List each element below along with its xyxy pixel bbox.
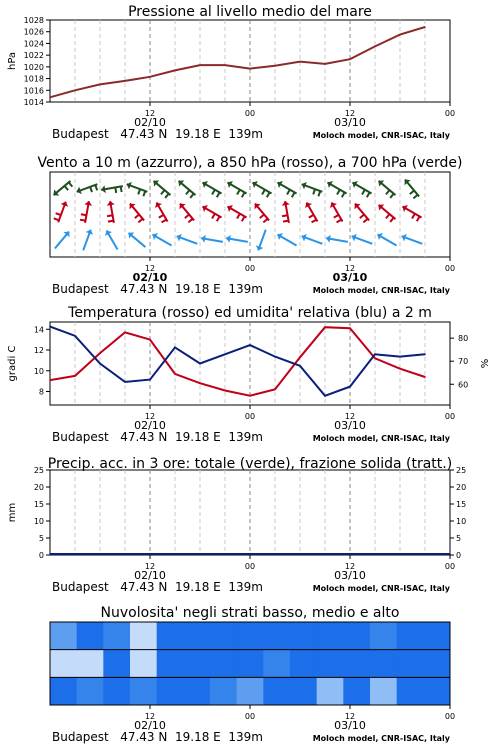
panel-title: Nuvolosita' negli strati basso, medio e alto <box>100 605 400 621</box>
data-point <box>324 63 326 65</box>
data-point <box>399 34 401 36</box>
wind-arrow <box>302 182 323 196</box>
cloud-cell <box>397 650 424 678</box>
data-point <box>349 327 351 329</box>
wind-barb <box>80 220 86 221</box>
wind-arrow <box>201 235 223 243</box>
wind-arrow <box>327 181 346 197</box>
y-tick-label: 1024 <box>23 39 44 49</box>
data-point <box>149 379 151 381</box>
wind-barb <box>121 186 122 192</box>
y-tick-label-right: 20 <box>456 483 467 492</box>
credit-label: Moloch model, CNR-ISAC, Italy <box>312 734 450 743</box>
cloud-cell <box>210 677 237 705</box>
cloud-cell <box>50 650 77 678</box>
y-tick-label: 1026 <box>23 27 44 37</box>
data-point <box>249 344 251 346</box>
cloud-cell <box>370 677 397 705</box>
data-point <box>124 381 126 383</box>
wind-barb <box>390 194 394 198</box>
data-point <box>224 353 226 355</box>
y-tick-label-right: 25 <box>456 466 467 475</box>
wind-arrow <box>282 201 290 223</box>
wind-arrow <box>402 205 421 221</box>
wind-arrow <box>352 181 371 197</box>
panel-1 <box>50 172 455 284</box>
wind-arrow <box>354 204 369 223</box>
cloud-cell <box>423 650 450 678</box>
cloud-cell <box>103 650 130 678</box>
wind-barb <box>162 220 167 223</box>
y-axis-label: mm <box>7 502 18 523</box>
wind-arrow <box>404 180 419 199</box>
wind-barb <box>56 213 61 215</box>
wind-arrow <box>352 234 373 244</box>
y-axis-label: hPa <box>7 51 18 71</box>
data-point <box>274 356 276 358</box>
y-tick-label: 0 <box>38 551 44 560</box>
wind-arrow <box>77 184 98 194</box>
wind-arrow <box>277 181 296 197</box>
y-tick-label: 1028 <box>23 16 44 25</box>
data-point <box>149 339 151 341</box>
wind-barb <box>159 215 164 218</box>
wind-barb <box>138 189 140 194</box>
x-tick-label: 12 <box>144 264 156 273</box>
wind-arrow <box>256 230 266 251</box>
x-tick-label: 12 <box>344 712 356 721</box>
cloud-cell <box>263 622 290 650</box>
wind-barb <box>138 219 142 223</box>
cloud-cell <box>157 650 184 678</box>
cloud-cell <box>397 677 424 705</box>
data-point <box>374 358 376 360</box>
wind-arrow <box>83 230 93 251</box>
x-tick-label: 00 <box>444 264 456 273</box>
x-tick-label: 12 <box>144 712 156 721</box>
y-tick-label: 1022 <box>23 51 44 61</box>
wind-barb <box>313 189 315 194</box>
wind-barb <box>386 214 390 218</box>
date-label: 03/10 <box>334 569 366 582</box>
wind-arrow <box>302 234 323 244</box>
wind-barb <box>237 190 240 195</box>
data-point <box>74 335 76 337</box>
y-tick-label: 1020 <box>23 62 44 72</box>
x-tick-label: 00 <box>244 264 256 273</box>
data-point <box>349 386 351 388</box>
wind-barb <box>54 218 59 220</box>
cloud-cell <box>77 650 104 678</box>
cloud-cell <box>130 650 157 678</box>
wind-arrow <box>101 185 123 193</box>
wind-arrow-head <box>326 235 331 243</box>
y2-axis-label: % <box>480 358 491 369</box>
y-tick-label: 1016 <box>23 86 44 96</box>
x-tick-label: 12 <box>144 412 156 421</box>
panel-4 <box>50 622 455 732</box>
wind-barb <box>413 195 417 199</box>
cloud-cell <box>183 622 210 650</box>
wind-barb <box>237 214 240 219</box>
data-point <box>224 390 226 392</box>
wind-barb <box>95 185 97 190</box>
wind-barb <box>135 215 139 219</box>
data-point <box>299 365 301 367</box>
y-axis-label: gradi C <box>7 345 18 382</box>
cloud-cell <box>263 650 290 678</box>
cloud-cell <box>317 677 344 705</box>
wind-barb <box>417 216 420 221</box>
wind-barb <box>309 215 314 218</box>
wind-barb <box>212 214 215 219</box>
wind-arrow <box>379 204 396 222</box>
cloud-cell <box>77 622 104 650</box>
cloud-cell <box>237 677 264 705</box>
wind-arrow-head <box>201 235 206 243</box>
data-point <box>124 80 126 82</box>
wind-barb <box>263 219 267 223</box>
data-point <box>174 70 176 72</box>
data-point <box>99 84 101 86</box>
wind-barb <box>386 190 390 194</box>
panel-2 <box>7 322 491 432</box>
data-point <box>374 353 376 355</box>
cloud-cell <box>237 650 264 678</box>
date-label: 03/10 <box>332 271 368 284</box>
date-label: 02/10 <box>134 569 166 582</box>
wind-barb <box>242 216 245 221</box>
cloud-cell <box>130 677 157 705</box>
cloud-cell <box>77 677 104 705</box>
wind-barb <box>186 190 190 194</box>
x-tick-label: 00 <box>244 109 256 118</box>
y-tick-label-right: 5 <box>456 534 462 543</box>
cloud-cell <box>210 622 237 650</box>
data-point <box>399 368 401 370</box>
y-tick-label: 25 <box>33 466 44 475</box>
wind-barb <box>318 191 320 196</box>
y2-tick-label: 60 <box>458 380 469 390</box>
data-point <box>99 352 101 354</box>
wind-arrow <box>127 182 148 196</box>
data-point <box>374 46 376 48</box>
wind-arrow <box>129 204 144 223</box>
cloud-cell <box>343 622 370 650</box>
data-point <box>49 326 51 328</box>
y-tick-label-right: 15 <box>456 500 467 509</box>
credit-label: Moloch model, CNR-ISAC, Italy <box>312 131 450 140</box>
wind-arrow <box>252 181 271 197</box>
cloud-cell <box>183 650 210 678</box>
cloud-cell <box>103 677 130 705</box>
wind-arrow-head <box>282 201 290 206</box>
plot-frame <box>50 20 450 102</box>
data-point <box>299 356 301 358</box>
y-tick-label-right: 10 <box>456 517 467 526</box>
wind-barb <box>190 194 194 198</box>
wind-barb <box>334 215 339 218</box>
wind-barb <box>212 190 215 195</box>
wind-barb <box>65 186 69 190</box>
wind-arrow-head <box>107 201 115 206</box>
data-point <box>249 68 251 70</box>
wind-barb <box>362 190 365 195</box>
cloud-cell <box>157 677 184 705</box>
location-label: Budapest 47.43 N 19.18 E 139m <box>52 430 263 444</box>
wind-barb <box>283 221 289 222</box>
wind-arrow <box>155 202 167 222</box>
panel-title: Vento a 10 m (azzurro), a 850 hPa (rosso), a 700 hPa (verde) <box>37 155 463 171</box>
wind-barb <box>188 219 192 223</box>
cloud-cell <box>263 677 290 705</box>
wind-arrow <box>152 233 171 245</box>
cloud-cell <box>343 677 370 705</box>
wind-arrow <box>379 180 396 198</box>
y-tick-label-right: 0 <box>456 551 462 560</box>
wind-arrow-head <box>101 185 106 193</box>
wind-arrow <box>202 181 221 197</box>
y-tick-label: 8 <box>38 387 44 397</box>
wind-arrow <box>129 232 146 247</box>
cloud-cell <box>130 622 157 650</box>
y-tick-label: 14 <box>33 325 44 335</box>
wind-barb <box>165 194 169 198</box>
wind-arrow <box>80 201 92 223</box>
wind-arrow <box>177 234 198 244</box>
cloud-cell <box>50 677 77 705</box>
location-label: Budapest 47.43 N 19.18 E 139m <box>52 580 263 594</box>
wind-barb <box>143 191 145 196</box>
cloud-cell <box>290 677 317 705</box>
cloud-cell <box>183 677 210 705</box>
wind-barb <box>360 215 364 219</box>
wind-arrow <box>305 202 317 222</box>
data-point <box>424 26 426 28</box>
x-tick-label: 12 <box>344 412 356 421</box>
wind-barb <box>292 192 295 197</box>
x-tick-label: 00 <box>244 712 256 721</box>
data-point <box>324 326 326 328</box>
x-tick-label: 12 <box>144 109 156 118</box>
wind-barb <box>337 220 342 223</box>
cloud-cell <box>237 622 264 650</box>
y-tick-label: 10 <box>33 517 44 526</box>
data-point <box>249 395 251 397</box>
y-tick-label: 20 <box>33 483 44 492</box>
credit-label: Moloch model, CNR-ISAC, Italy <box>312 286 450 295</box>
cloud-cell <box>370 622 397 650</box>
wind-arrow <box>105 230 117 249</box>
wind-barb <box>410 191 414 195</box>
panel-title: Precip. acc. in 3 ore: totale (verde), frazione solida (tratt.) <box>47 456 453 472</box>
wind-arrow-head <box>84 201 92 206</box>
wind-barb <box>90 187 92 192</box>
y-tick-label: 1014 <box>23 98 44 107</box>
cloud-cell <box>317 622 344 650</box>
credit-label: Moloch model, CNR-ISAC, Italy <box>312 434 450 443</box>
panel-0 <box>7 16 455 129</box>
wind-arrow <box>179 180 196 198</box>
x-tick-label: 12 <box>344 562 356 571</box>
wind-arrow <box>227 205 246 221</box>
y2-tick-label: 80 <box>458 334 469 344</box>
wind-barb <box>337 190 340 195</box>
x-tick-label: 00 <box>444 562 456 571</box>
wind-arrow <box>226 235 248 243</box>
wind-barb <box>390 218 394 222</box>
wind-barb <box>217 216 220 221</box>
wind-arrow <box>227 181 246 197</box>
wind-barb <box>260 215 264 219</box>
panel-title: Pressione al livello medio del mare <box>128 4 372 20</box>
data-point <box>274 65 276 67</box>
wind-arrow <box>154 180 171 198</box>
wind-arrow <box>179 204 194 223</box>
data-point <box>199 363 201 365</box>
wind-arrow <box>377 233 396 245</box>
series-line-1 <box>50 327 425 396</box>
cloud-cell <box>290 650 317 678</box>
credit-label: Moloch model, CNR-ISAC, Italy <box>312 584 450 593</box>
x-tick-label: 00 <box>444 412 456 421</box>
cloud-cell <box>210 650 237 678</box>
data-point <box>424 376 426 378</box>
wind-barb <box>69 182 73 186</box>
wind-arrow <box>254 204 269 223</box>
x-tick-label: 12 <box>344 264 356 273</box>
wind-barb <box>262 190 265 195</box>
data-point <box>74 375 76 377</box>
wind-arrow <box>330 202 342 222</box>
date-label: 02/10 <box>132 271 168 284</box>
cloud-cell <box>103 622 130 650</box>
location-label: Budapest 47.43 N 19.18 E 139m <box>52 127 263 141</box>
y-tick-label: 15 <box>33 500 44 509</box>
wind-barb <box>81 214 87 215</box>
wind-barb <box>242 192 245 197</box>
wind-arrow <box>202 205 221 221</box>
data-point <box>424 353 426 355</box>
cloud-cell <box>317 650 344 678</box>
data-point <box>274 389 276 391</box>
cloud-cell <box>157 622 184 650</box>
wind-barb <box>108 221 114 222</box>
wind-arrow <box>402 234 423 244</box>
data-point <box>349 58 351 60</box>
wind-barb <box>282 215 288 216</box>
wind-barb <box>363 219 367 223</box>
wind-arrow <box>107 201 115 223</box>
wind-barb <box>217 192 220 197</box>
series-line-0 <box>50 27 425 97</box>
date-label: 02/10 <box>134 116 166 129</box>
location-label: Budapest 47.43 N 19.18 E 139m <box>52 730 263 744</box>
location-label: Budapest 47.43 N 19.18 E 139m <box>52 282 263 296</box>
wind-arrow <box>326 235 348 243</box>
wind-arrow <box>54 181 73 196</box>
wind-barb <box>312 220 317 223</box>
x-tick-label: 00 <box>444 712 456 721</box>
data-point <box>49 379 51 381</box>
data-point <box>49 97 51 99</box>
wind-arrow <box>277 233 296 245</box>
wind-arrow <box>55 232 70 249</box>
wind-barb <box>287 190 290 195</box>
data-point <box>74 89 76 91</box>
data-point <box>399 356 401 358</box>
wind-barb <box>161 190 165 194</box>
cloud-cell <box>290 622 317 650</box>
y-tick-label: 10 <box>33 366 44 376</box>
data-point <box>99 363 101 365</box>
date-label: 03/10 <box>334 719 366 732</box>
x-tick-label: 00 <box>244 562 256 571</box>
date-label: 03/10 <box>334 116 366 129</box>
date-label: 02/10 <box>134 719 166 732</box>
date-label: 03/10 <box>334 419 366 432</box>
cloud-cell <box>423 622 450 650</box>
panel-3 <box>7 466 466 582</box>
wind-arrow-head <box>226 235 231 243</box>
panel-title: Temperatura (rosso) ed umidita' relativa (blu) a 2 m <box>68 305 432 321</box>
data-point <box>174 373 176 375</box>
wind-barb <box>107 215 113 216</box>
data-point <box>299 61 301 63</box>
wind-barb <box>412 214 415 219</box>
cloud-cell <box>343 650 370 678</box>
wind-barb <box>185 215 189 219</box>
x-tick-label: 00 <box>244 412 256 421</box>
cloud-cell <box>423 677 450 705</box>
data-point <box>224 64 226 66</box>
data-point <box>124 332 126 334</box>
y-tick-label: 5 <box>38 534 44 543</box>
wind-barb <box>367 192 370 197</box>
data-point <box>199 64 201 66</box>
y-tick-label: 12 <box>33 346 44 356</box>
y-tick-label: 1018 <box>23 74 44 84</box>
wind-barb <box>267 192 270 197</box>
wind-arrow <box>54 202 68 223</box>
x-tick-label: 12 <box>344 109 356 118</box>
data-point <box>149 76 151 78</box>
data-point <box>324 395 326 397</box>
data-point <box>174 347 176 349</box>
x-tick-label: 00 <box>444 109 456 118</box>
cloud-cell <box>370 650 397 678</box>
wind-barb <box>115 187 116 193</box>
data-point <box>199 382 201 384</box>
cloud-cell <box>397 622 424 650</box>
x-tick-label: 12 <box>144 562 156 571</box>
date-label: 02/10 <box>134 419 166 432</box>
wind-barb <box>342 192 345 197</box>
y2-tick-label: 70 <box>458 357 469 367</box>
cloud-cell <box>50 622 77 650</box>
